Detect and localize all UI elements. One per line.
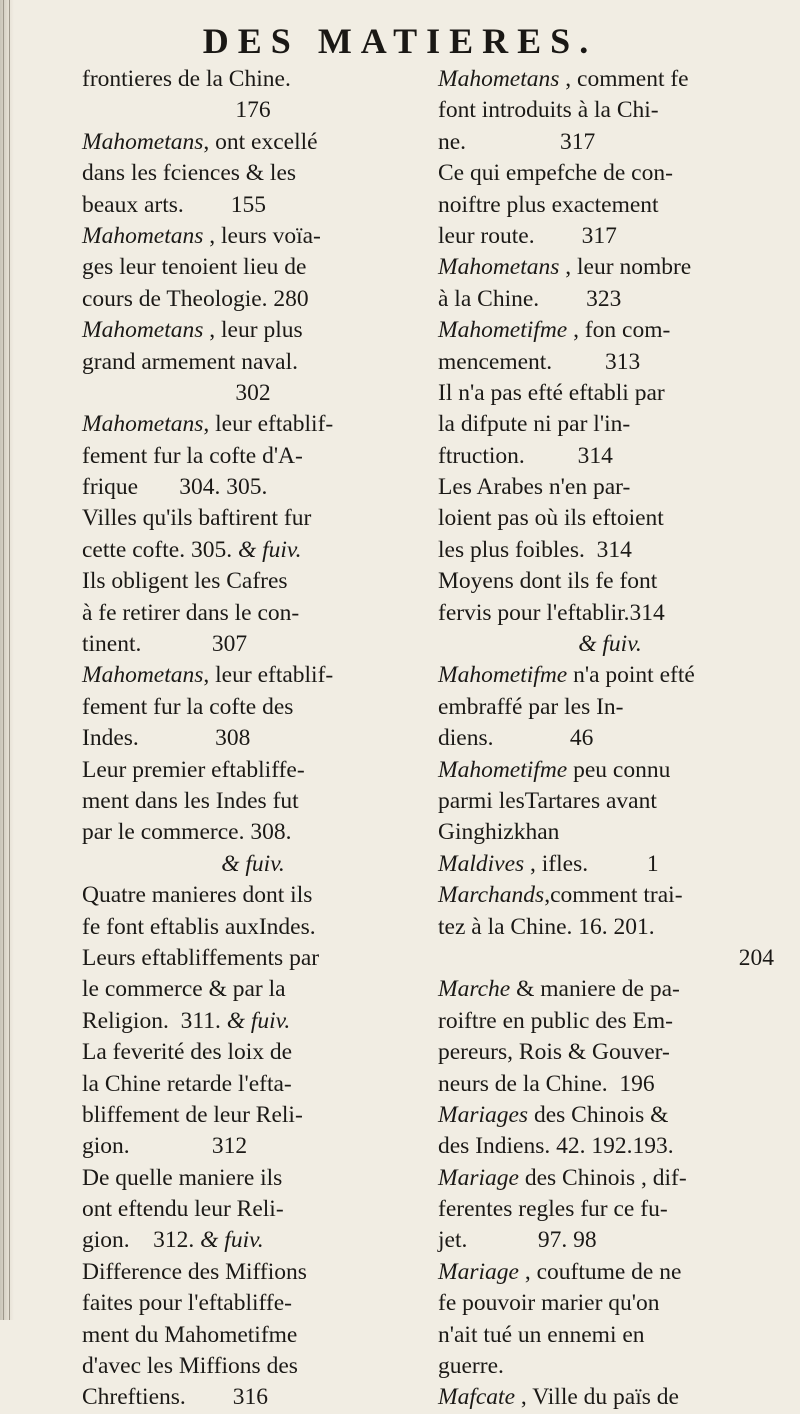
index-text: guerre. bbox=[438, 1353, 504, 1380]
index-text: le commerce & par la bbox=[82, 976, 286, 1003]
index-line bbox=[438, 1069, 782, 1100]
index-text: La feverité des loix de bbox=[82, 1039, 293, 1066]
index-line bbox=[82, 974, 424, 1005]
index-text: diens. 46 bbox=[438, 725, 594, 752]
index-text: grand armement naval. bbox=[82, 348, 298, 375]
index-text: , leur plus bbox=[203, 317, 303, 344]
index-text: à fe retirer dans le con- bbox=[82, 599, 300, 626]
index-line bbox=[82, 503, 424, 534]
index-keyword: Maldives bbox=[438, 850, 525, 877]
index-column-right bbox=[438, 64, 782, 1414]
index-text: gion. 312. bbox=[82, 1227, 201, 1254]
index-line bbox=[82, 692, 424, 723]
index-line bbox=[438, 755, 782, 786]
index-line bbox=[82, 158, 424, 189]
index-line bbox=[82, 566, 424, 597]
index-keyword: Mahometans bbox=[82, 317, 204, 344]
index-line bbox=[438, 1320, 782, 1351]
index-text: Leur premier eftabliffe- bbox=[82, 756, 305, 783]
index-line bbox=[82, 409, 424, 440]
index-text: cette cofte. 305. bbox=[82, 536, 238, 563]
index-keyword: & fuiv. bbox=[200, 1227, 264, 1254]
index-line bbox=[438, 1006, 782, 1037]
index-text: Religion. 311. bbox=[82, 1007, 227, 1034]
index-text: la Chine retarde l'efta- bbox=[82, 1070, 292, 1097]
index-text: des Chinois & bbox=[528, 1101, 669, 1128]
index-line bbox=[82, 315, 424, 346]
index-keyword: Mafcate bbox=[438, 1384, 515, 1411]
index-text: ferentes regles fur ce fu- bbox=[438, 1196, 668, 1223]
index-text: les plus foibles. 314 bbox=[438, 536, 632, 563]
index-line bbox=[438, 912, 782, 943]
index-text: & maniere de pa- bbox=[510, 976, 680, 1003]
index-text: 204 bbox=[738, 944, 774, 971]
index-text: Ce qui empefche de con- bbox=[438, 160, 673, 187]
index-line bbox=[438, 1131, 782, 1162]
index-line bbox=[438, 284, 782, 315]
index-text: loient pas où ils eftoient bbox=[438, 505, 664, 532]
index-line bbox=[82, 1006, 424, 1037]
index-text: fe font eftablis auxIndes. bbox=[82, 913, 316, 940]
binding-rule bbox=[3, 0, 4, 1320]
index-line bbox=[82, 127, 424, 158]
index-line bbox=[82, 880, 424, 911]
index-line bbox=[438, 1288, 782, 1319]
index-line bbox=[438, 409, 782, 440]
index-line bbox=[82, 221, 424, 252]
index-line bbox=[82, 64, 424, 95]
index-line bbox=[438, 441, 782, 472]
index-text: font introduits à la Chi- bbox=[438, 97, 659, 124]
index-text: leur route. 317 bbox=[438, 222, 617, 249]
index-line bbox=[82, 1037, 424, 1068]
index-text: 302 bbox=[235, 379, 271, 406]
index-line bbox=[438, 723, 782, 754]
index-column-left bbox=[82, 64, 424, 1414]
index-keyword: Mahometans bbox=[438, 66, 560, 92]
index-line bbox=[438, 1225, 782, 1256]
index-line bbox=[82, 755, 424, 786]
index-text: fement fur la cofte des bbox=[82, 693, 294, 720]
index-text: fervis pour l'eftablir.314 bbox=[438, 599, 665, 626]
index-line bbox=[438, 943, 782, 974]
index-text: Moyens dont ils fe font bbox=[438, 568, 658, 595]
index-line bbox=[438, 692, 782, 723]
index-line bbox=[438, 158, 782, 189]
index-line bbox=[438, 472, 782, 503]
index-text: , Ville du païs de bbox=[515, 1384, 679, 1411]
index-text: neurs de la Chine. 196 bbox=[438, 1070, 655, 1097]
index-line bbox=[82, 849, 424, 880]
index-text: De quelle maniere ils bbox=[82, 1164, 283, 1191]
index-text: Difference des Miffions bbox=[82, 1258, 307, 1285]
index-line bbox=[438, 1194, 782, 1225]
index-text: cours de Theologie. 280 bbox=[82, 285, 309, 312]
index-line bbox=[438, 190, 782, 221]
index-keyword: Mariage bbox=[438, 1258, 519, 1285]
index-text: ,comment trai- bbox=[544, 882, 683, 909]
index-line bbox=[82, 441, 424, 472]
index-text: mencement. 313 bbox=[438, 348, 641, 375]
index-text: dans les fciences & les bbox=[82, 160, 297, 187]
index-text: frontieres de la Chine. bbox=[82, 66, 291, 92]
index-line bbox=[438, 817, 782, 848]
index-text: roiftre en public des Em- bbox=[438, 1007, 673, 1034]
index-text: pereurs, Rois & Gouver- bbox=[438, 1039, 670, 1066]
index-line bbox=[438, 1037, 782, 1068]
index-text: , leur nombre bbox=[559, 254, 692, 281]
index-keyword: Mahometans bbox=[438, 254, 560, 281]
index-text: des Chinois , dif- bbox=[518, 1164, 687, 1191]
index-line bbox=[438, 1351, 782, 1382]
index-text: noiftre plus exactement bbox=[438, 191, 659, 218]
index-line bbox=[82, 1194, 424, 1225]
index-text: , leur eftablif- bbox=[203, 411, 334, 438]
index-line bbox=[438, 64, 782, 95]
index-keyword: Mahometans bbox=[82, 411, 204, 438]
index-text: , fon com- bbox=[567, 317, 671, 344]
index-text: n'ait tué un ennemi en bbox=[438, 1321, 645, 1348]
index-line bbox=[438, 1257, 782, 1288]
index-line bbox=[82, 472, 424, 503]
index-keyword: Mahometans bbox=[82, 128, 204, 155]
index-text: par le commerce. 308. bbox=[82, 819, 292, 846]
index-line bbox=[82, 660, 424, 691]
index-line bbox=[438, 566, 782, 597]
index-line bbox=[438, 535, 782, 566]
binding-rule bbox=[9, 0, 10, 1320]
index-text: fe pouvoir marier qu'on bbox=[438, 1290, 660, 1317]
index-line bbox=[82, 535, 424, 566]
index-line bbox=[82, 786, 424, 817]
index-line bbox=[82, 629, 424, 660]
index-line bbox=[82, 943, 424, 974]
index-text: ges leur tenoient lieu de bbox=[82, 254, 307, 281]
index-text: Ils obligent les Cafres bbox=[82, 568, 288, 595]
index-text: jet. 97. 98 bbox=[438, 1227, 597, 1254]
index-keyword: & fuiv. bbox=[237, 536, 302, 563]
index-line bbox=[438, 880, 782, 911]
index-line bbox=[82, 378, 424, 409]
index-text: peu connu bbox=[567, 756, 671, 783]
index-text: , ont excellé bbox=[203, 128, 318, 155]
index-line bbox=[82, 1382, 424, 1413]
index-text: faites pour l'eftabliffe- bbox=[82, 1290, 292, 1317]
index-text: ne. 317 bbox=[438, 128, 596, 155]
index-text: tez à la Chine. 16. 201. bbox=[438, 913, 655, 940]
index-text: bliffement de leur Reli- bbox=[82, 1101, 303, 1128]
index-text: , ifles. 1 bbox=[524, 850, 659, 877]
index-line bbox=[82, 95, 424, 126]
index-line bbox=[438, 347, 782, 378]
index-text: frique 304. 305. bbox=[82, 474, 268, 501]
index-text: Indes. 308 bbox=[82, 725, 251, 752]
index-line bbox=[82, 252, 424, 283]
index-line bbox=[82, 347, 424, 378]
index-keyword: Marchands bbox=[438, 882, 545, 909]
index-text: , leur eftablif- bbox=[203, 662, 334, 689]
index-text: , couftume de ne bbox=[518, 1258, 682, 1285]
index-text: beaux arts. 155 bbox=[82, 191, 267, 218]
index-text: embraffé par les In- bbox=[438, 693, 624, 720]
index-keyword: & fuiv. bbox=[226, 1007, 291, 1034]
index-line bbox=[438, 252, 782, 283]
index-line bbox=[82, 1257, 424, 1288]
index-keyword: Mahometans bbox=[82, 662, 204, 689]
index-text: Chreftiens. 316 bbox=[82, 1384, 269, 1411]
index-keyword: Marche bbox=[438, 976, 511, 1003]
index-text: à la Chine. 323 bbox=[438, 285, 622, 312]
index-line bbox=[82, 817, 424, 848]
index-line bbox=[438, 1100, 782, 1131]
index-keyword: Mahometifme bbox=[438, 756, 568, 783]
page-title: DES MATIERES. bbox=[202, 21, 598, 61]
index-text: Les Arabes n'en par- bbox=[438, 474, 631, 501]
index-text: Il n'a pas efté eftabli par bbox=[438, 379, 665, 406]
index-text: , leurs voïa- bbox=[203, 222, 321, 249]
index-line bbox=[438, 1382, 782, 1413]
index-keyword: Mariages bbox=[438, 1101, 529, 1128]
index-text: Villes qu'ils baftirent fur bbox=[82, 505, 312, 532]
index-text: ont eftendu leur Reli- bbox=[82, 1196, 284, 1223]
index-line bbox=[82, 284, 424, 315]
index-text: parmi lesTartares avant bbox=[438, 787, 657, 814]
index-line bbox=[82, 1320, 424, 1351]
index-text: des Indiens. 42. 192.193. bbox=[438, 1133, 674, 1160]
index-line bbox=[438, 629, 782, 660]
index-text: 176 bbox=[235, 97, 271, 124]
index-text: Leurs eftabliffements par bbox=[82, 944, 320, 971]
index-line bbox=[438, 786, 782, 817]
index-line bbox=[438, 598, 782, 629]
index-line bbox=[438, 127, 782, 158]
index-keyword: & fuiv. bbox=[578, 631, 642, 658]
index-keyword: Mahometifme bbox=[438, 662, 568, 689]
index-text: Quatre manieres dont ils bbox=[82, 882, 313, 909]
index-line bbox=[82, 1225, 424, 1256]
index-text: Ginghizkhan bbox=[438, 819, 560, 846]
index-line bbox=[82, 1351, 424, 1382]
index-line bbox=[438, 378, 782, 409]
index-keyword: Mahometans bbox=[82, 222, 204, 249]
index-line bbox=[438, 1163, 782, 1194]
index-text: ment dans les Indes fut bbox=[82, 787, 299, 814]
index-keyword: & fuiv. bbox=[221, 850, 285, 877]
index-line bbox=[438, 221, 782, 252]
index-line bbox=[82, 598, 424, 629]
index-line bbox=[82, 723, 424, 754]
index-line bbox=[82, 190, 424, 221]
index-line bbox=[438, 315, 782, 346]
index-text: ment du Mahometifme bbox=[82, 1321, 298, 1348]
index-text: ftruction. 314 bbox=[438, 442, 613, 469]
index-line bbox=[438, 503, 782, 534]
index-text: n'a point efté bbox=[567, 662, 695, 689]
index-text: la difpute ni par l'in- bbox=[438, 411, 631, 438]
index-line bbox=[82, 1288, 424, 1319]
index-text: d'avec les Miffions des bbox=[82, 1353, 298, 1380]
index-line bbox=[82, 1100, 424, 1131]
index-line bbox=[438, 95, 782, 126]
index-line bbox=[82, 1069, 424, 1100]
index-keyword: Mahometifme bbox=[438, 317, 568, 344]
index-line bbox=[438, 974, 782, 1005]
index-text: fement fur la cofte d'A- bbox=[82, 442, 303, 469]
index-keyword: Mariage bbox=[438, 1164, 519, 1191]
index-line bbox=[438, 849, 782, 880]
index-text: tinent. 307 bbox=[82, 631, 248, 658]
index-text: gion. 312 bbox=[82, 1133, 248, 1160]
index-line bbox=[438, 660, 782, 691]
index-line bbox=[82, 1131, 424, 1162]
index-text: , comment fe bbox=[559, 66, 689, 92]
index-line bbox=[82, 912, 424, 943]
index-line bbox=[82, 1163, 424, 1194]
